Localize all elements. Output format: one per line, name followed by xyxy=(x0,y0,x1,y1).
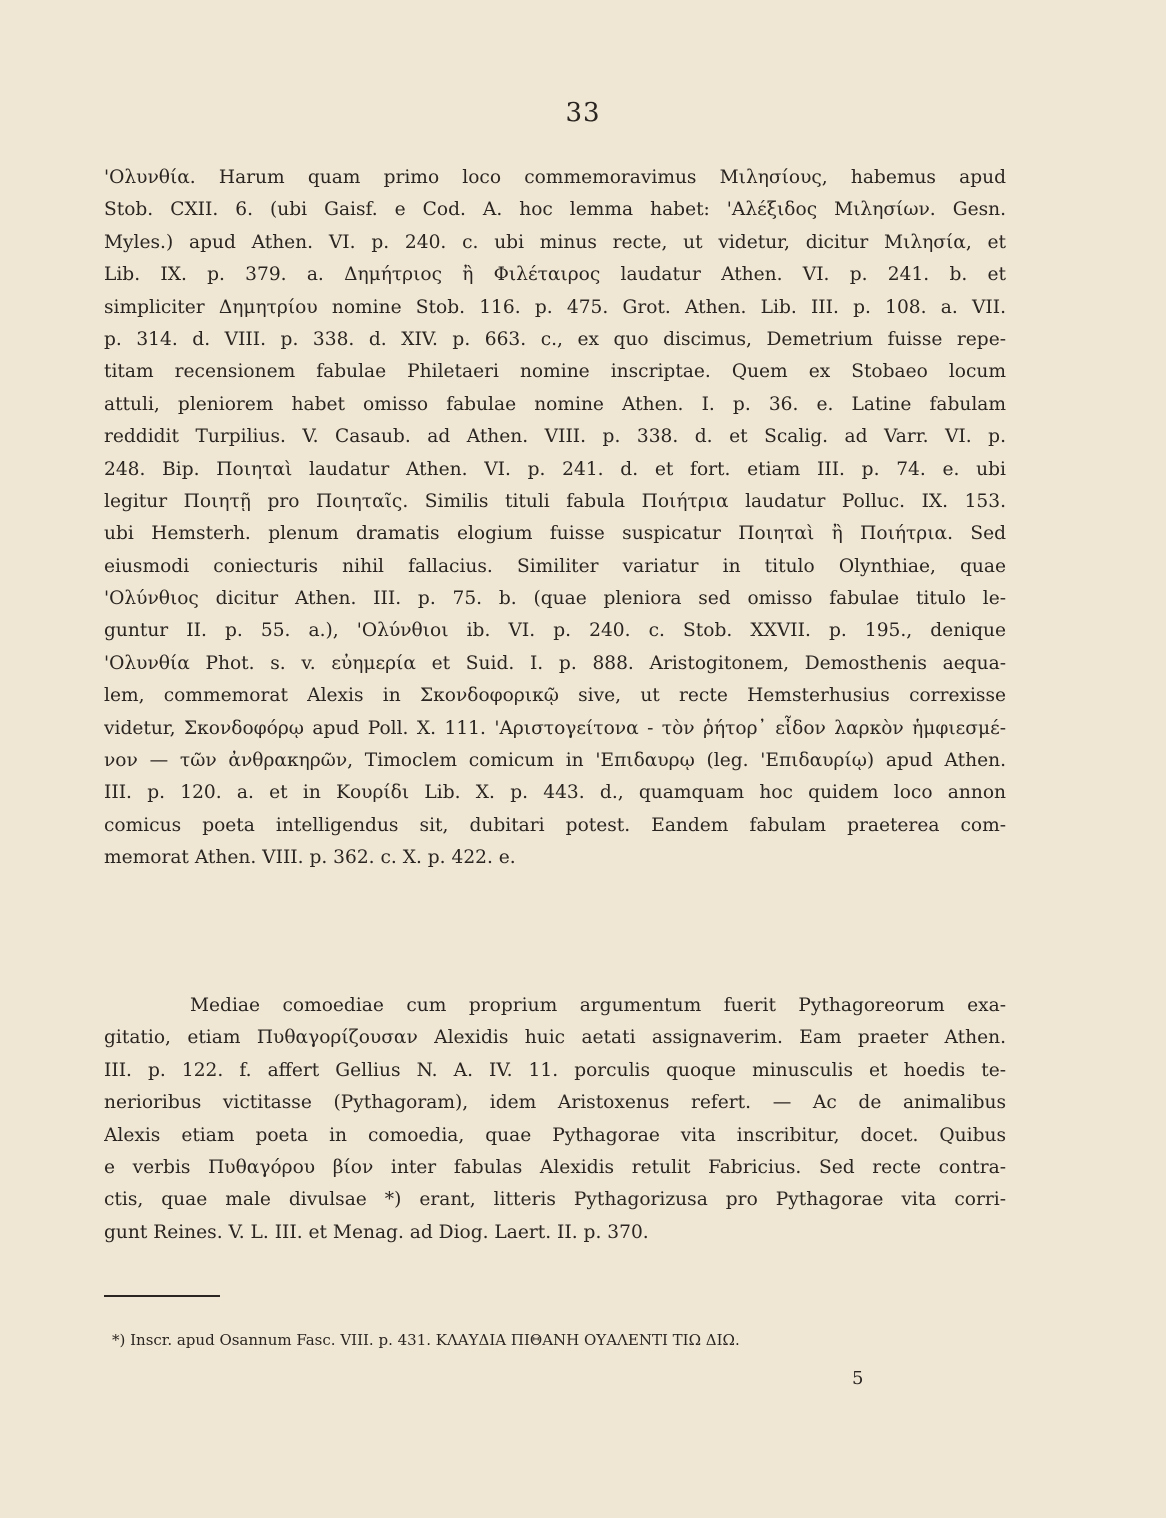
text-line: ubi Hemsterh. plenum dramatis elogium fuisse suspicatur Ποιηταὶ ἢ Ποιήτρια. Sed xyxy=(104,523,1006,545)
text-line: memorat Athen. VIII. p. 362. c. X. p. 422. e. xyxy=(104,847,516,869)
text-line: e verbis Πυθαγόρου βίον inter fabulas Alexidis retulit Fabricius. Sed recte contra- xyxy=(104,1156,1006,1178)
text-line: Lib. IX. p. 379. a. Δημήτριος ἢ Φιλέταιρος laudatur Athen. VI. p. 241. b. et xyxy=(104,264,1006,286)
paragraph-1 xyxy=(104,162,1006,875)
text-line: 'Ολύνθιος dicitur Athen. III. p. 75. b. (quae pleniora sed omisso fabulae titulo le- xyxy=(104,588,1006,610)
text-line: Stob. CXII. 6. (ubi Gaisf. e Cod. A. hoc lemma habet: 'Αλέξιδος Μιλησίων. Gesn. xyxy=(104,199,1006,221)
text-line: gitatio, etiam Πυθαγορίζουσαν Alexidis huic aetati assignaverim. Eam praeter Athen. xyxy=(104,1027,1006,1049)
text-line: eiusmodi coniecturis nihil fallacius. Similiter variatur in titulo Olynthiae, quae xyxy=(104,555,1006,577)
text-line: 'Ολυνθία Phot. s. v. εὐημερία et Suid. I. p. 888. Aristogitonem, Demosthenis aequa- xyxy=(104,652,1006,674)
text-line: reddidit Turpilius. V. Casaub. ad Athen. VIII. p. 338. d. et Scalig. ad Varr. VI. p. xyxy=(104,426,1006,448)
text-line: III. p. 120. a. et in Κουρίδι Lib. X. p. 443. d., quamquam hoc quidem loco annon xyxy=(104,782,1006,804)
text-line: 'Ολυνθία. Harum quam primo loco commemoravimus Μιλησίους, habemus apud xyxy=(104,167,1006,188)
footnote-divider xyxy=(104,1295,220,1297)
text-line: III. p. 122. f. affert Gellius N. A. IV. 11. porculis quoque minusculis et hoedis te- xyxy=(104,1059,1006,1081)
text-line: legitur Ποιητῇ pro Ποιηταῖς. Similis tituli fabula Ποιήτρια laudatur Polluc. IX. 153. xyxy=(104,490,1006,512)
footnote: *) Inscr. apud Osannum Fasc. VIII. p. 431. ΚΛΑΥΔΙΑ ΠΙΘΑΝΗ ΟΥΑΛΕΝΤΙ ΤΙΩ ΔΙΩ. xyxy=(112,1331,740,1349)
text-line: nerioribus victitasse (Pythagoram), idem Aristoxenus refert. — Ac de animalibus xyxy=(104,1092,1006,1114)
text-line: guntur II. p. 55. a.), 'Ολύνθιοι ib. VI. p. 240. c. Stob. XXVII. p. 195., denique xyxy=(104,620,1006,642)
text-line: p. 314. d. VIII. p. 338. d. XIV. p. 663. c., ex quo discimus, Demetrium fuisse repe- xyxy=(104,328,1006,350)
text-line: Mediae comoediae cum proprium argumentum fuerit Pythagoreorum exa- xyxy=(190,995,1006,1016)
text-line: titam recensionem fabulae Philetaeri nomine inscriptae. Quem ex Stobaeo locum xyxy=(104,361,1006,383)
text-line: Myles.) apud Athen. VI. p. 240. c. ubi minus recte, ut videtur, dicitur Μιλησία, et xyxy=(104,231,1006,253)
text-line: 248. Bip. Ποιηταὶ laudatur Athen. VI. p. 241. d. et fort. etiam III. p. 74. e. ubi xyxy=(104,458,1006,480)
page-number: 33 xyxy=(565,98,601,128)
text-line: gunt Reines. V. L. III. et Menag. ad Diog. Laert. II. p. 370. xyxy=(104,1221,649,1243)
text-line: attuli, pleniorem habet omisso fabulae nomine Athen. I. p. 36. e. Latine fabulam xyxy=(104,393,1006,415)
text-line: Alexis etiam poeta in comoedia, quae Pythagorae vita inscribitur, docet. Quibus xyxy=(104,1124,1006,1146)
text-line: simpliciter Δημητρίου nomine Stob. 116. p. 475. Grot. Athen. Lib. III. p. 108. a. VII. xyxy=(104,296,1006,318)
text-line: νον — τῶν ἀνθρακηρῶν, Timoclem comicum in 'Επιδαυρῳ (leg. 'Επιδαυρίῳ) apud Athen. xyxy=(104,750,1006,772)
text-line: lem, commemorat Alexis in Σκονδοφορικῷ sive, ut recte Hemsterhusius correxisse xyxy=(104,685,1006,707)
text-line: videtur, Σκονδοφόρῳ apud Poll. X. 111. 'Αριστογείτονα - τὸν ῥήτορ᾽ εἶδον λαρκὸν ἡμφιεσμέ- xyxy=(104,717,1006,739)
paragraph-2 xyxy=(104,990,1006,1249)
text-line: comicus poeta intelligendus sit, dubitari potest. Eandem fabulam praeterea com- xyxy=(104,814,1006,836)
text-line: ctis, quae male divulsae *) erant, litteris Pythagorizusa pro Pythagorae vita corri- xyxy=(104,1189,1006,1211)
signature-mark: 5 xyxy=(852,1368,864,1389)
